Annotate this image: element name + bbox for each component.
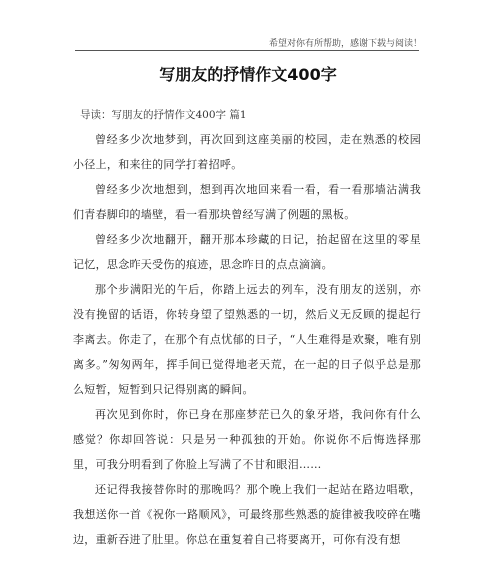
paragraph-2: 曾经多少次地想到，想到再次地回来看一看，看一看那墙沾满我们青春脚印的墙壁，看一看那块曾经写满了例题的黑板。 [73, 183, 421, 221]
paragraph-4: 那个步满阳光的午后，你踏上远去的列车，没有朋友的送别，亦没有挽留的话语，你转身望了望熟悉的一切，然后义无反顾的提起行李离去。你走了，在那个有点忧郁的日子，“人生难得是欢聚，唯有别离多。”匆匆两年，挥手间已觉得地老天荒，在一起的日子似乎总是那么短暂，短暂到只记得别离的瞬间。 [73, 283, 421, 396]
page-header [0, 0, 496, 52]
paragraph-3: 曾经多少次地翻开，翻开那本珍藏的日记，抬起留在这里的零星记忆，思念昨天受伤的痕迹，思念昨日的点点滴滴。 [73, 233, 421, 271]
header-note: 希望对你有所帮助，感谢下载与阅读！ [268, 39, 422, 49]
document-title: 写朋友的抒情作文400字 [159, 65, 337, 84]
paragraph-5: 再次见到你时，你已身在那座梦茫已久的象牙塔，我问你有什么感觉？你却回答说：只是另一种孤独的开始。你说你不后悔选择那里，可我分明看到了你脸上写满了不甘和眼泪…… [73, 408, 421, 471]
paragraph-1: 曾经多少次地梦到，再次回到这座美丽的校园，走在熟悉的校园小径上，和来往的同学打着招呼。 [73, 133, 421, 171]
paragraph-6: 还记得我接替你时的那晚吗？那个晚上我们一起站在路边唱歌，我想送你一首《祝你一路顺风》，可最终那些熟悉的旋律被我咬碎在嘴边，重新吞进了肚里。你总在重复着自己将要离开，可你有没有想 [73, 483, 421, 546]
lead-line: 导读：写朋友的抒情作文400字 篇1 [80, 109, 247, 121]
header-divider [75, 50, 419, 51]
document-body [73, 103, 421, 552]
